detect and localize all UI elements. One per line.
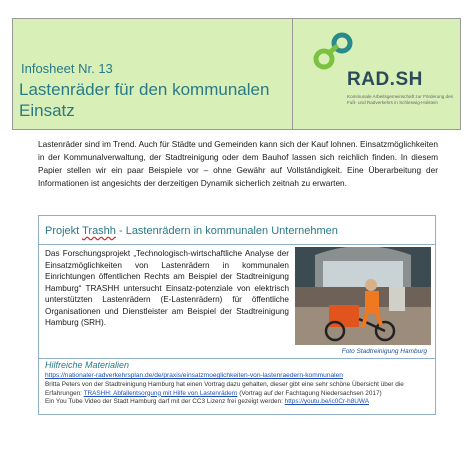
header-divider xyxy=(292,19,293,129)
nrvp-link[interactable]: https://nationaler-radverkehrsplan.de/de/praxis/einsatzmoeglichkeiten-von-lastenraedern-kommunalen xyxy=(45,372,343,379)
materials-text-3: Ein You Tube Video der Stadt Hamburg darf mit der CC3 Lizenz frei gezeigt werden: xyxy=(45,398,285,405)
project-box xyxy=(38,215,436,415)
logo-subtitle: Kommunale Arbeitsgemeinschaft zur Förderung des Fuß- und Radverkehrs in Schleswig-Holstein xyxy=(347,94,453,105)
materials-title: Hilfreiche Materialien xyxy=(45,360,130,370)
materials-text xyxy=(45,381,433,407)
header-box xyxy=(12,18,461,130)
photo-caption: Foto Stadtreinigung Hamburg xyxy=(341,348,427,355)
logo-text: RAD.SH xyxy=(347,69,423,90)
project-description: Das Forschungsprojekt „Technologisch-wirtschaftliche Analyse der Einsatzmöglichkeiten von Lastenrädern in kommunalen Einrichtungen öffentlichen Rechts am Beispiel der Stadtreinigung Hamburg“ TRASHH untersucht Einsatz-potenziale von elektrisch unterstützten Lastenrädern (E-Lastenrädern) für öffentliche Organisationen und Dienstleister am Beispiel der Stadtreinigung Hamburg (SRH). xyxy=(45,249,289,327)
materials-divider xyxy=(39,358,435,359)
youtube-video-link[interactable]: https://youtu.be/ic0Cr-h8UWA xyxy=(284,398,369,405)
project-title xyxy=(45,225,338,237)
document-title: Lastenräder für den kommunalen Einsatz xyxy=(19,80,270,120)
materials-text-2: Britta Peters von der Stadtreinigung Hamburg hat einen Vortrag dazu gehalten, dieser gibt eine sehr schöne Übersicht über die Erfahrungen: xyxy=(45,381,404,397)
project-title-prefix: Projekt xyxy=(45,225,83,237)
infosheet-number: Infosheet Nr. 13 xyxy=(21,61,113,76)
rad-sh-logo-icon xyxy=(313,31,353,71)
project-title-word: Trashh xyxy=(82,225,116,237)
project-header-divider xyxy=(39,244,435,245)
trashh-presentation-link[interactable]: TRASHH: Abfallentsorgung mit Hilfe von Lastenrädern xyxy=(83,389,238,397)
project-title-suffix: - Lastenrädern in kommunalen Unternehmen xyxy=(115,225,338,237)
cargo-bike-photo xyxy=(295,247,431,345)
materials-text-2-suffix: (Vortrag auf der Fachtagung Niedersachsen 2017) xyxy=(237,389,382,397)
intro-paragraph: Lastenräder sind im Trend. Auch für Städte und Gemeinden kann sich der Kauf lohnen. Einsatzmöglichkeiten in der Kommunalverwaltung, der Stadtreinigung oder dem Bauhof lassen sich reichlich finden. In diesem Papier stellen wir ein paar Beispiele vor – ohne Gewähr auf Vollständigkeit. Eine Überarbeitung der Informationen ist angesichts der derzeitigen Dynamik sicherlich zeitnah zu erwarten. xyxy=(38,139,438,188)
